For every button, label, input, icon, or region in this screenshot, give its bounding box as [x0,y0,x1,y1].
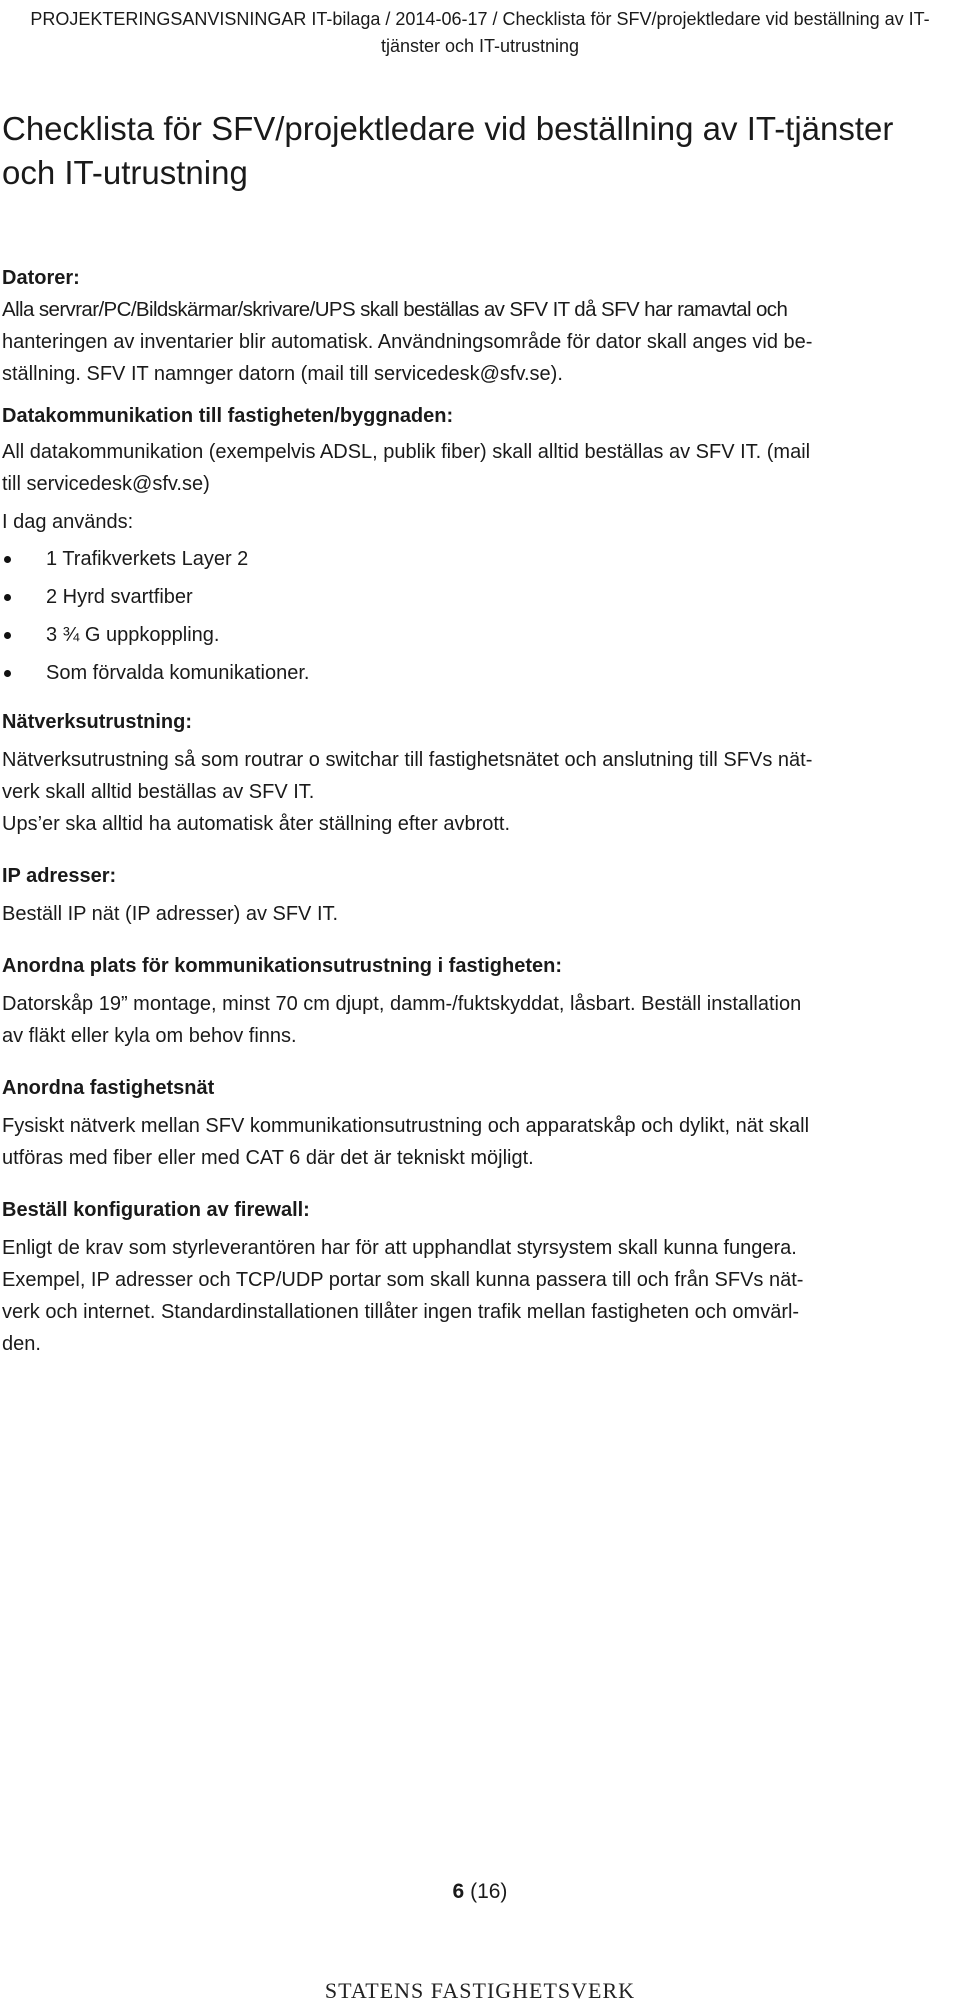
paragraph-line: till servicedesk@sfv.se) [2,473,210,495]
list-item [2,578,942,616]
paragraph-line: Datorskåp 19” montage, minst 70 cm djupt, damm-/fuktskyddat, låsbart. Beställ installation [2,993,802,1015]
section-firewall [2,1194,942,1360]
section-anordna-fastighetsnat [2,1072,942,1174]
page-number [0,1880,960,1904]
list-item [2,654,942,692]
page-current: 6 [452,1880,465,1903]
paragraph-line: ställning. SFV IT namnger datorn (mail till servicedesk@sfv.se). [2,363,563,385]
paragraph-line: hanteringen av inventarier blir automatisk. Användningsområde för dator skall anges vid be- [2,331,813,353]
section-datakommunikation [2,400,942,692]
paragraph-line: utföras med fiber eller med CAT 6 där det är tekniskt möjligt. [2,1147,534,1169]
list-item [2,616,942,654]
title-line-2: och IT-utrustning [2,154,248,191]
list-item-text: 3 ¾ G uppkoppling. [46,624,220,646]
section-heading: Nätverksutrustning: [2,711,193,733]
footer-logo: STATENS FASTIGHETSVERK [324,1978,636,2003]
list-item [2,540,942,578]
section-natverksutrustning [2,706,942,840]
section-heading: Beställ konfiguration av firewall: [2,1199,310,1221]
paragraph-line: Fysiskt nätverk mellan SFV kommunikationsutrustning och apparatskåp och dylikt, nät skall [2,1115,810,1137]
list-item-text: 1 Trafikverkets Layer 2 [46,548,249,570]
paragraph-line: verk skall alltid beställas av SFV IT. [2,781,315,803]
section-heading: Anordna plats för kommunikationsutrustning i fastigheten: [2,955,563,977]
list-item-text: Som förvalda komunikationer. [46,662,310,684]
paragraph-line: verk och internet. Standardinstallationen tillåter ingen trafik mellan fastigheten och omvärl- [2,1301,800,1323]
bullet-icon [4,594,11,601]
paragraph-line: den. [2,1333,41,1355]
bullet-list [2,540,942,692]
bullet-icon [4,632,11,639]
list-item-text: 2 Hyrd svartfiber [46,586,193,608]
paragraph-line: All datakommunikation (exempelvis ADSL, publik fiber) skall alltid beställas av SFV IT. (mail [2,441,811,463]
header-line-1: PROJEKTERINGSANVISNINGAR IT-bilaga / 2014-06-17 / Checklista för SFV/projektledare vid beställning av IT- [30,9,930,29]
section-heading: Datorer: [2,267,80,289]
paragraph-line: Ups’er ska alltid ha automatisk åter ställning efter avbrott. [2,813,511,835]
section-heading: Datakommunikation till fastigheten/byggnaden: [2,405,454,427]
paragraph-line: Beställ IP nät (IP adresser) av SFV IT. [2,903,339,925]
section-anordna-plats [2,950,942,1052]
page-total: (16) [470,1880,508,1903]
section-datorer [2,262,942,390]
section-heading: IP adresser: [2,865,117,887]
title-line-1: Checklista för SFV/projektledare vid beställning av IT-tjänster [2,110,894,147]
bullet-icon [4,556,11,563]
list-intro: I dag används: [2,511,134,533]
header-line-2: tjänster och IT-utrustning [380,36,580,56]
section-heading: Anordna fastighetsnät [2,1077,215,1099]
paragraph-line: Exempel, IP adresser och TCP/UDP portar som skall kunna passera till och från SFVs nät- [2,1269,804,1291]
paragraph-line: av fläkt eller kyla om behov finns. [2,1025,297,1047]
paragraph-line: Nätverksutrustning så som routrar o switchar till fastighetsnätet och anslutning till SFVs nät- [2,749,813,771]
document-body [2,262,942,1360]
document-title [2,107,942,195]
section-ip-adresser [2,860,942,930]
bullet-icon [4,670,11,677]
paragraph-line: Enligt de krav som styrleverantören har för att upphandlat styrsystem skall kunna fungera. [2,1237,797,1259]
running-header [0,6,960,60]
paragraph-line: Alla servrar/PC/Bildskärmar/skrivare/UPS skall beställas av SFV IT då SFV har ramavtal och [2,298,788,321]
